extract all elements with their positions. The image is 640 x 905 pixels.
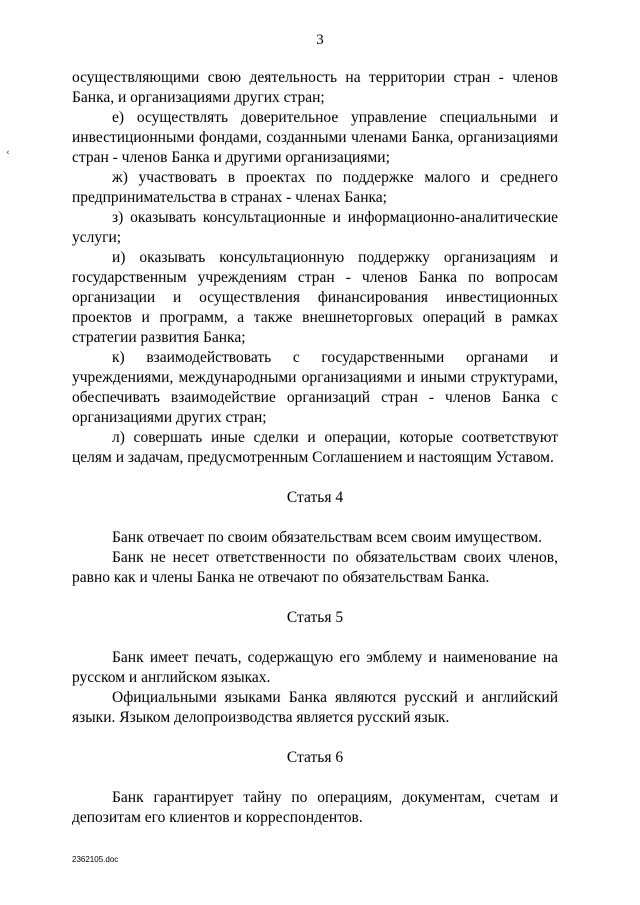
page-number: 3 bbox=[316, 32, 324, 48]
article-4-paragraph-1: Банк отвечает по своим обязательствам всем своим имуществом. bbox=[112, 529, 542, 546]
paragraph-item-k: к) взаимодействовать с государственными органами и учреждениями, международными организациями и иными структурами, обеспечивать взаимодействие организаций стран - членов Банка с организациями других стран; bbox=[72, 349, 558, 426]
article-5-paragraph-1: Банк имеет печать, содержащую его эмблему и наименование на русском и английском языках. bbox=[72, 649, 558, 686]
document-body bbox=[72, 68, 558, 828]
paragraph-continuation: осуществляющими свою деятельность на территории стран - членов Банка, и организациями других стран; bbox=[72, 69, 558, 106]
paragraph-item-i: и) оказывать консультационную поддержку организациям и государственным учреждениям стран - членов Банка по вопросам организации и осуществления финансирования инвестиционных проектов и программ, а также внешнеторговых операций в рамках стратегии развития Банка; bbox=[72, 249, 558, 346]
article-6-heading: Статья 6 bbox=[286, 749, 344, 766]
paragraph-item-zh: ж) участвовать в проектах по поддержке малого и среднего предпринимательства в странах - членах Банка; bbox=[72, 169, 558, 206]
article-4-heading: Статья 4 bbox=[286, 489, 344, 506]
article-5-paragraph-2: Официальными языками Банка являются русский и английский языки. Языком делопроизводства является русский язык. bbox=[72, 689, 558, 726]
article-5-heading: Статья 5 bbox=[286, 609, 344, 626]
paragraph-item-l: л) совершать иные сделки и операции, которые соответствуют целям и задачам, предусмотренным Соглашением и настоящим Уставом. bbox=[72, 429, 558, 466]
scan-edge-mark: ‹ bbox=[6, 148, 10, 158]
article-6-paragraph-1: Банк гарантирует тайну по операциям, документам, счетам и депозитам его клиентов и корреспондентов. bbox=[72, 789, 558, 826]
article-4-paragraph-2: Банк не несет ответственности по обязательствам своих членов, равно как и члены Банка не отвечают по обязательствам Банка. bbox=[72, 549, 558, 586]
paragraph-item-e: е) осуществлять доверительное управление специальными и инвестиционными фондами, созданными членами Банка, организациями стран - членов Банка и другими организациями; bbox=[72, 109, 558, 166]
document-filename-footer: 2362105.doc bbox=[72, 855, 119, 864]
paragraph-item-z: з) оказывать консультационные и информационно-аналитические услуги; bbox=[72, 209, 558, 246]
